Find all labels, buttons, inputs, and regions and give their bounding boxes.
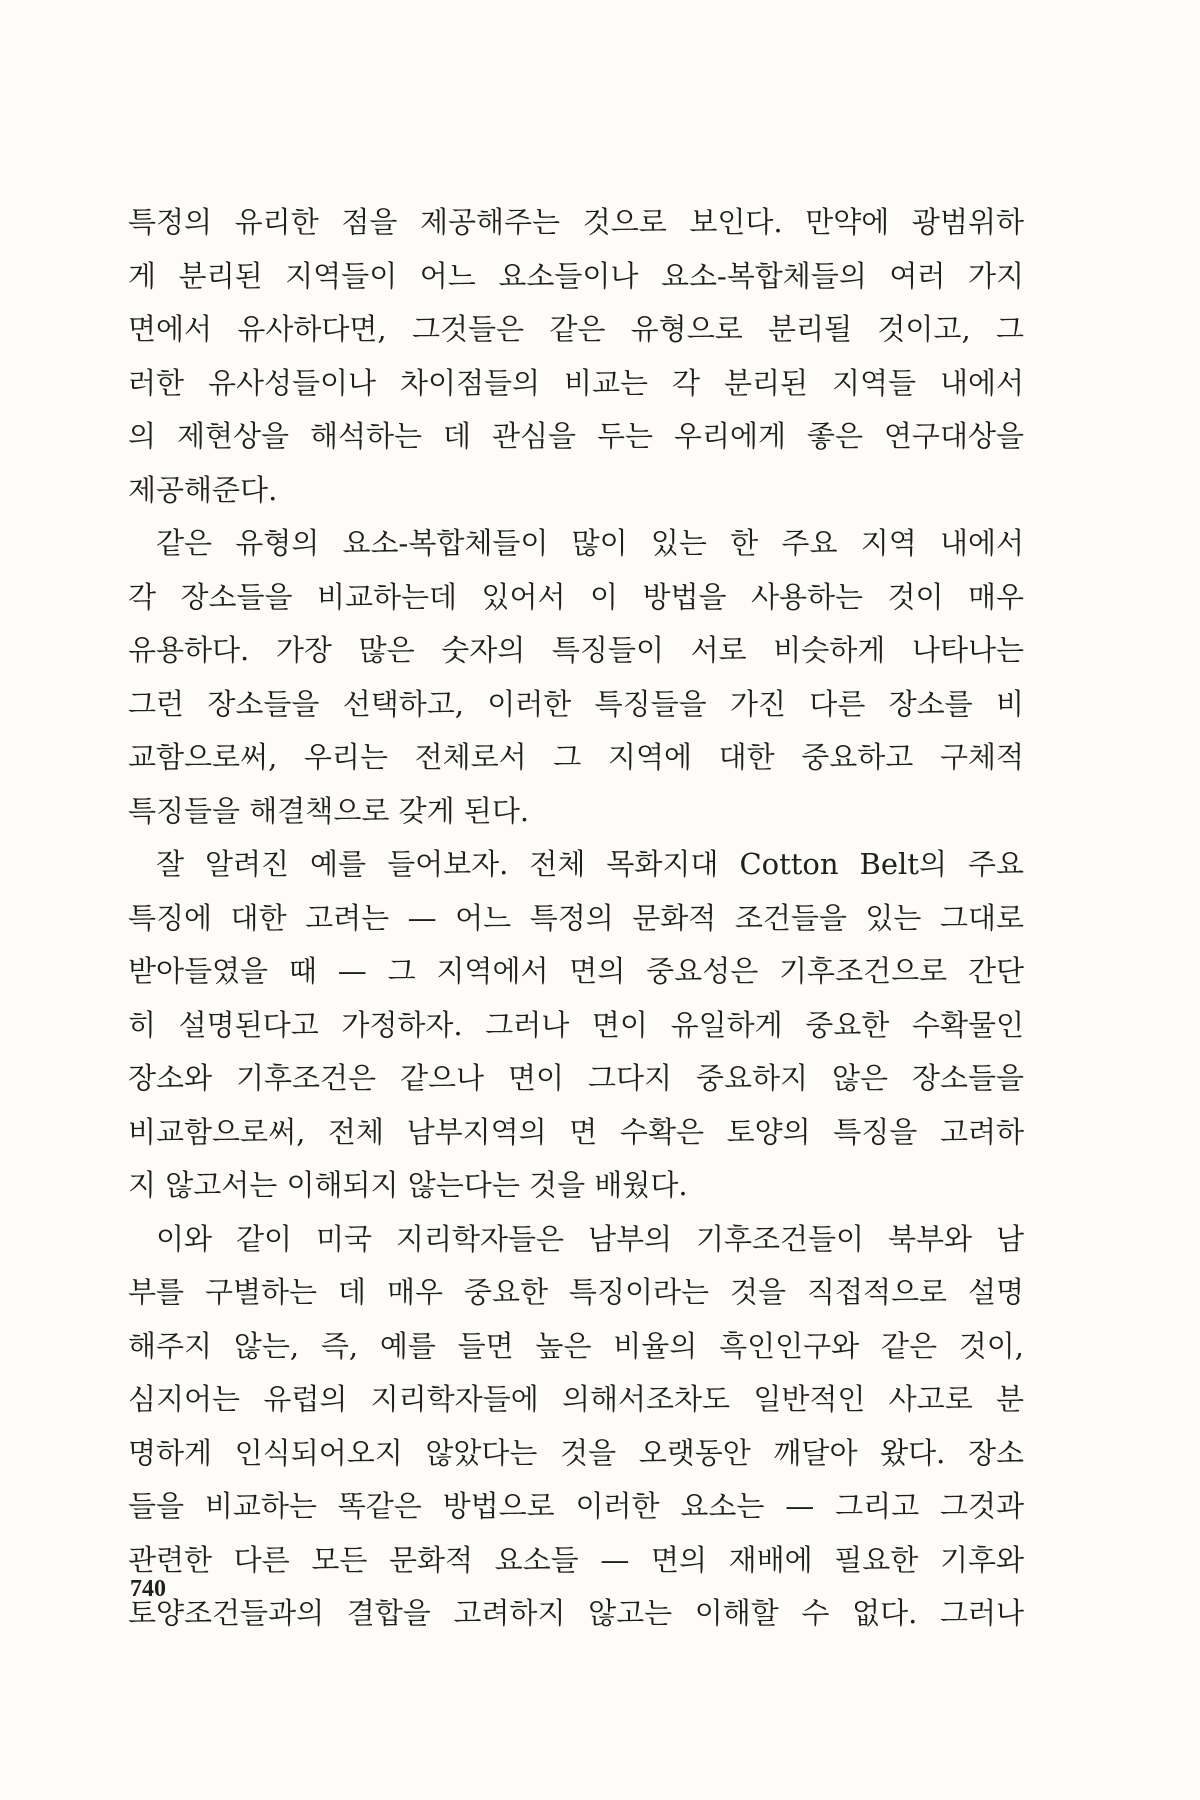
text-line: 이와 같이 미국 지리학자들은 남부의 기후조건들이 북부와 남 — [156, 1221, 1024, 1256]
text-line: 러한 유사성들이나 차이점들의 비교는 각 분리된 지역들 내에서 — [128, 365, 1024, 400]
text-line: 들을 비교하는 똑같은 방법으로 이러한 요소는 — 그리고 그것과 — [128, 1489, 1024, 1523]
text-line: 심지어는 유럽의 지리학자들에 의해서조차도 일반적인 사고로 분 — [128, 1382, 1024, 1416]
text-line: 부를 구별하는 데 매우 중요한 특징이라는 것을 직접적으로 설명 — [128, 1275, 1024, 1309]
text-line: 교함으로써, 우리는 전체로서 그 지역에 대한 중요하고 구체적 — [128, 740, 1024, 774]
text-line: 지 않고서는 이해되지 않는다는 것을 배웠다. — [128, 1168, 688, 1202]
text-line: 그런 장소들을 선택하고, 이러한 특징들을 가진 다른 장소를 비 — [128, 686, 1024, 721]
text-line: 히 설명된다고 가정하자. 그러나 면이 유일하게 중요한 수확물인 — [128, 1007, 1024, 1042]
text-line: 면에서 유사하다면, 그것들은 같은 유형으로 분리될 것이고, 그 — [128, 312, 1024, 346]
text-line: 유용하다. 가장 많은 숫자의 특징들이 서로 비슷하게 나타나는 — [128, 633, 1024, 667]
text-line: 의 제현상을 해석하는 데 관심을 두는 우리에게 좋은 연구대상을 — [128, 419, 1024, 453]
text-line: 게 분리된 지역들이 어느 요소들이나 요소-복합체들의 여러 가지 — [128, 258, 1024, 293]
text-line: 잘 알려진 예를 들어보자. 전체 목화지대 Cotton Belt의 주요 — [156, 847, 1024, 881]
text-line: 같은 유형의 요소-복합체들이 많이 있는 한 주요 지역 내에서 — [156, 526, 1024, 560]
text-line: 비교함으로써, 전체 남부지역의 면 수확은 토양의 특징을 고려하 — [128, 1114, 1024, 1149]
text-line: 장소와 기후조건은 같으나 면이 그다지 중요하지 않은 장소들을 — [128, 1061, 1024, 1095]
text-line: 특징에 대한 고려는 — 어느 특정의 문화적 조건들을 있는 그대로 — [128, 900, 1024, 935]
text-line: 토양조건들과의 결합을 고려하지 않고는 이해할 수 없다. 그러나 — [128, 1596, 1024, 1630]
text-line: 제공해준다. — [128, 472, 278, 507]
text-line: 명하게 인식되어오지 않았다는 것을 오랫동안 깨달아 왔다. 장소 — [128, 1435, 1024, 1470]
text-line: 특정의 유리한 점을 제공해주는 것으로 보인다. 만약에 광범위하 — [128, 205, 1024, 239]
text-line: 해주지 않는, 즉, 예를 들면 높은 비율의 흑인인구와 같은 것이, — [128, 1328, 1024, 1363]
text-line: 관련한 다른 모든 문화적 요소들 — 면의 재배에 필요한 기후와 — [128, 1542, 1024, 1577]
body-text — [128, 196, 1024, 1641]
text-line: 받아들였을 때 — 그 지역에서 면의 중요성은 기후조건으로 간단 — [128, 954, 1024, 988]
page-number: 740 — [130, 1576, 166, 1602]
text-line: 각 장소들을 비교하는데 있어서 이 방법을 사용하는 것이 매우 — [128, 579, 1024, 614]
text-line: 특징들을 해결책으로 갖게 된다. — [128, 793, 530, 828]
